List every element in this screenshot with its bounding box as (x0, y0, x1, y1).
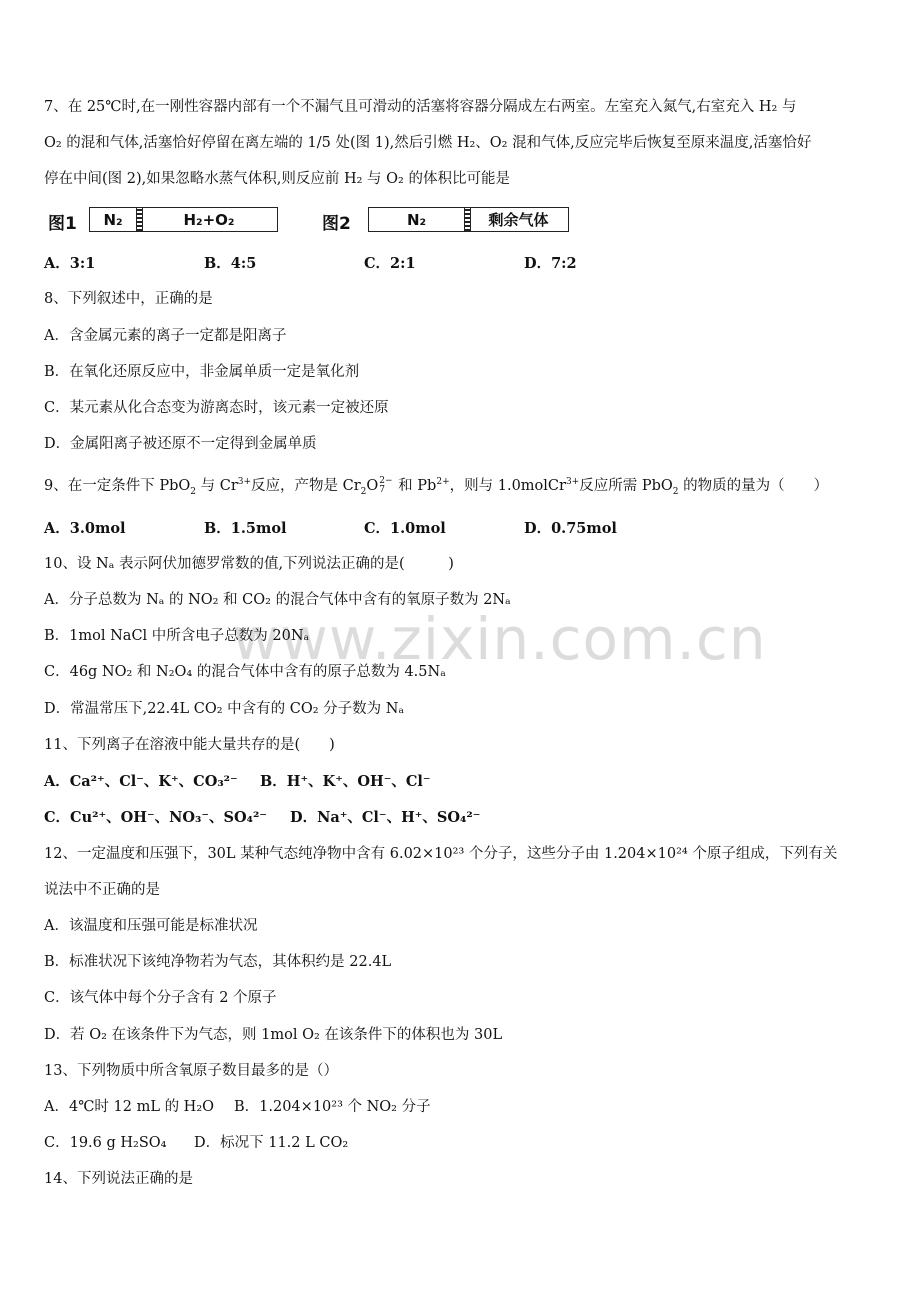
q13-options-row2 (44, 1133, 844, 1153)
q9-text-8: 的物质的量为（ ） (678, 478, 829, 494)
fig1-left-chamber: N₂ (103, 210, 123, 229)
q13-option-c: C．19.6 g H₂SO₄ (44, 1135, 167, 1151)
q12-option-b: B．标准状况下该纯净物若为气态，其体积约是 22.4L (44, 954, 392, 970)
q9-sup: 3+ (565, 477, 580, 488)
q11-option-a: A．Ca²⁺、Cl⁻、K⁺、CO₃²⁻ (44, 773, 238, 790)
q10-option-c: C．46g NO₂ 和 N₂O₄ 的混合气体中含有的原子总数为 4.5Nₐ (44, 664, 446, 680)
q10-option-d: D．常温常压下,22.4L CO₂ 中含有的 CO₂ 分子数为 Nₐ (44, 701, 405, 717)
watermark: www.zixin.com.cn (232, 605, 767, 673)
q7-option-d: D．7:2 (524, 255, 577, 272)
q11-option-c: C．Cu²⁺、OH⁻、NO₃⁻、SO₄²⁻ (44, 809, 267, 826)
q9-sub7: 7 (379, 485, 386, 495)
q12-stem-line1: 12、一定温度和压强下，30L 某种气态纯净物中含有 6.02×10²³ 个分子，这些分子由 1.204×10²⁴ 个原子组成，下列有关 (44, 846, 838, 862)
q11-option-b: B．H⁺、K⁺、OH⁻、Cl⁻ (260, 773, 431, 790)
q9-option-b: B．1.5mol (204, 520, 287, 537)
q13-option-b: B．1.204×10²³ 个 NO₂ 分子 (234, 1099, 431, 1115)
q9-dichromate-index (379, 477, 392, 495)
q9-option-c: C．1.0mol (364, 520, 446, 537)
q10-option-a: A．分子总数为 Nₐ 的 NO₂ 和 CO₂ 的混合气体中含有的氧原子数为 2Nₐ (44, 592, 511, 608)
q9-text-3: 反应，产物是 Cr (251, 478, 361, 494)
q11-option-d: D．Na⁺、Cl⁻、H⁺、SO₄²⁻ (290, 809, 481, 826)
q9-text-7: 反应所需 PbO (579, 478, 673, 494)
q13-option-a: A．4℃时 12 mL 的 H₂O (44, 1099, 215, 1115)
q11-stem: 11、下列离子在溶液中能大量共存的是( ) (44, 737, 335, 753)
q9-text-2: 与 Cr (196, 478, 238, 494)
q7-stem-line1: 7、在 25℃时,在一刚性容器内部有一个不漏气且可滑动的活塞将容器分隔成左右两室。左室充入氮气,右室充入 H₂ 与 (44, 99, 797, 115)
q8-stem: 8、下列叙述中，正确的是 (44, 291, 213, 307)
q8-option-d: D．金属阳离子被还原不一定得到金属单质 (44, 436, 317, 452)
fig1-container (89, 207, 278, 232)
q7-stem-line2: O₂ 的混和气体,活塞恰好停留在离左端的 1/5 处(图 1),然后引燃 H₂、O₂ 混和气体,反应完毕后恢复至原来温度,活塞恰好 (44, 135, 812, 151)
q9-options (44, 519, 844, 539)
q10-stem: 10、设 Nₐ 表示阿伏加德罗常数的值,下列说法正确的是( ) (44, 556, 454, 572)
q12-stem-line2: 说法中不正确的是 (44, 882, 160, 898)
q7-option-a: A．3:1 (44, 255, 96, 272)
q9-stem (44, 476, 828, 496)
q8-option-a: A．含金属元素的离子一定都是阳离子 (44, 328, 287, 344)
q9-option-a: A．3.0mol (44, 520, 126, 537)
q9-sub: 2 (360, 486, 367, 497)
q7-option-b: B．4:5 (204, 255, 257, 272)
fig2-right-chamber: 剩余气体 (488, 211, 549, 229)
q9-sub: 2 (672, 486, 679, 497)
q9-text-6: ，则与 1.0molCr (449, 478, 566, 494)
fig1-label: 图1 (48, 214, 77, 234)
q7-options (44, 254, 844, 274)
q9-sup: 2+ (436, 477, 450, 488)
fig2-container (368, 207, 569, 232)
q7-option-c: C．2:1 (364, 255, 416, 272)
q7-stem-line3: 停在中间(图 2),如果忽略水蒸气体积,则反应前 H₂ 与 O₂ 的体积比可能是 (44, 171, 510, 187)
q13-stem: 13、下列物质中所含氧原子数目最多的是（） (44, 1063, 338, 1079)
q13-options-row1 (44, 1097, 844, 1117)
q8-option-c: C．某元素从化合态变为游离态时，该元素一定被还原 (44, 400, 389, 416)
q11-options-row2 (44, 808, 844, 828)
fig2-left-chamber: N₂ (406, 210, 427, 229)
q9-text-4: O (366, 478, 379, 494)
fig1-right-chamber: H₂+O₂ (183, 210, 235, 229)
q10-option-b: B．1mol NaCl 中所含电子总数为 20Nₐ (44, 628, 310, 644)
q12-option-d: D．若 O₂ 在该条件下为气态，则 1mol O₂ 在该条件下的体积也为 30L (44, 1027, 503, 1043)
q13-option-d: D．标况下 11.2 L CO₂ (194, 1135, 349, 1151)
q9-text-1: 9、在一定条件下 PbO (44, 478, 191, 494)
q9-sub: 2 (190, 486, 196, 497)
q8-option-b: B．在氧化还原反应中，非金属单质一定是氧化剂 (44, 364, 360, 380)
q9-sup: 3+ (237, 477, 252, 488)
q11-options-row1 (44, 772, 844, 792)
q14-stem: 14、下列说法正确的是 (44, 1171, 193, 1187)
q9-text-5: 和 Pb (393, 478, 437, 494)
q9-charge: 2− (379, 476, 393, 486)
q12-option-c: C．该气体中每个分子含有 2 个原子 (44, 990, 277, 1006)
fig2-label: 图2 (322, 214, 351, 234)
q9-option-d: D．0.75mol (524, 520, 617, 537)
q12-option-a: A．该温度和压强可能是标准状况 (44, 918, 258, 934)
